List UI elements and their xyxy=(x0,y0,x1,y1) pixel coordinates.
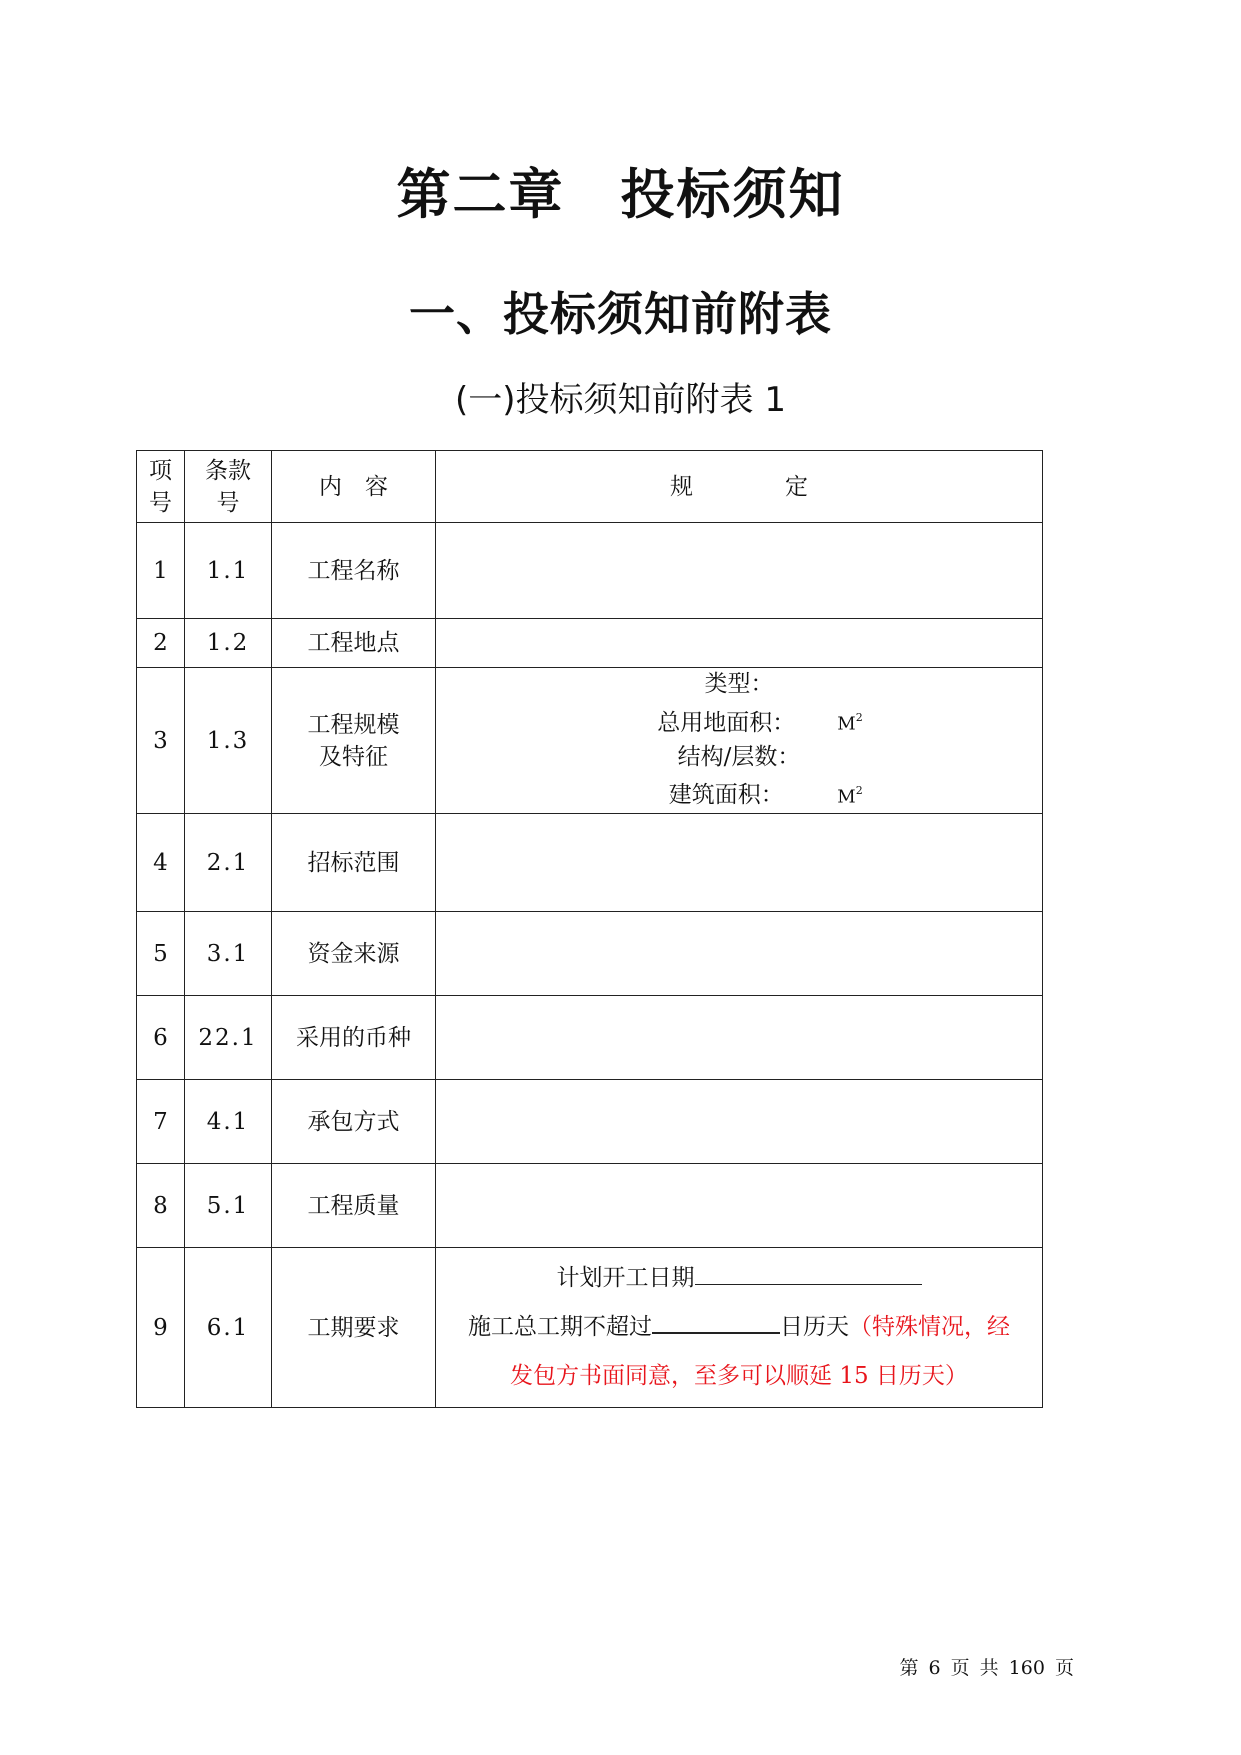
duration-blank xyxy=(652,1310,780,1334)
section-title: 一、投标须知前附表 xyxy=(409,287,832,341)
row-content: 承包方式 xyxy=(272,1080,436,1164)
note-part2: 发包方书面同意，至多可以顺延 15 日历天） xyxy=(510,1363,968,1390)
row-clause: 22.1 xyxy=(185,996,272,1080)
row-rule xyxy=(436,1164,1043,1248)
start-date-label: 计划开工日期 xyxy=(556,1265,695,1292)
table-row xyxy=(137,1164,1043,1248)
row-no: 2 xyxy=(137,619,185,668)
row-no: 3 xyxy=(137,668,185,814)
row-content: 采用的币种 xyxy=(272,996,436,1080)
table-row xyxy=(137,996,1043,1080)
header-no-line2: 号 xyxy=(149,489,172,516)
row-rule xyxy=(436,1248,1043,1408)
row-content: 工程名称 xyxy=(272,523,436,619)
row-clause: 3.1 xyxy=(185,912,272,996)
table-row xyxy=(137,1248,1043,1408)
row-clause: 1.1 xyxy=(185,523,272,619)
header-rule: 规 定 xyxy=(436,451,1043,523)
row-clause: 1.3 xyxy=(185,668,272,814)
appendix-table xyxy=(136,450,1043,1408)
land-area-label: 总用地面积： xyxy=(657,709,796,736)
row-rule xyxy=(436,668,1043,814)
building-area-label: 建筑面积： xyxy=(668,782,784,809)
start-date-line xyxy=(436,1254,1042,1303)
chapter-title: 第二章 投标须知 xyxy=(396,163,845,226)
table-row xyxy=(137,619,1043,668)
duration-line xyxy=(436,1303,1042,1352)
row-rule xyxy=(436,814,1043,912)
note-part1: （特殊情况，经 xyxy=(849,1314,1010,1341)
header-no-line1: 项 xyxy=(149,457,172,484)
row-no: 6 xyxy=(137,996,185,1080)
table-row xyxy=(137,668,1043,814)
table-row xyxy=(137,523,1043,619)
building-area-line xyxy=(436,774,1042,814)
structure-label: 结构/层数： xyxy=(677,743,801,770)
building-area-unit: M xyxy=(837,786,856,808)
land-area-unit-sup: 2 xyxy=(855,711,863,724)
row-rule xyxy=(436,619,1043,668)
row-content: 招标范围 xyxy=(272,814,436,912)
row-rule xyxy=(436,912,1043,996)
row-clause: 1.2 xyxy=(185,619,272,668)
row-no: 9 xyxy=(137,1248,185,1408)
row-content: 工期要求 xyxy=(272,1248,436,1408)
header-clause-line1: 条款 xyxy=(205,457,251,484)
row-no: 8 xyxy=(137,1164,185,1248)
row-clause: 5.1 xyxy=(185,1164,272,1248)
table-header-row xyxy=(137,451,1043,523)
duration-prefix: 施工总工期不超过 xyxy=(468,1314,652,1341)
row-no: 4 xyxy=(137,814,185,912)
start-date-blank xyxy=(695,1262,922,1285)
row-no: 5 xyxy=(137,912,185,996)
header-content: 内 容 xyxy=(272,451,436,523)
row-clause: 2.1 xyxy=(185,814,272,912)
row-no: 1 xyxy=(137,523,185,619)
table-row xyxy=(137,814,1043,912)
row-rule xyxy=(436,523,1043,619)
row-rule xyxy=(436,1080,1043,1164)
row-content: 工程质量 xyxy=(272,1164,436,1248)
header-no xyxy=(137,451,185,523)
row-content: 工程地点 xyxy=(272,619,436,668)
type-label: 类型： xyxy=(704,671,774,697)
land-area-unit: M xyxy=(837,713,856,735)
page-number-footer: 第 6 页 共 160 页 xyxy=(899,1657,1074,1679)
row-content xyxy=(272,668,436,814)
row-content: 资金来源 xyxy=(272,912,436,996)
row-content-line1: 工程规模 xyxy=(307,711,400,738)
duration-suffix: 日历天 xyxy=(780,1314,849,1341)
building-area-unit-sup: 2 xyxy=(855,783,863,797)
table-row xyxy=(137,912,1043,996)
row-rule xyxy=(436,996,1043,1080)
land-area-line xyxy=(436,701,1042,741)
row-no: 7 xyxy=(137,1080,185,1164)
header-clause-line2: 号 xyxy=(216,489,240,516)
row-content-line2: 及特征 xyxy=(319,743,388,770)
row-clause: 6.1 xyxy=(185,1248,272,1408)
header-clause xyxy=(185,451,272,523)
subsection-title: (一)投标须知前附表 1 xyxy=(455,380,786,420)
table-row xyxy=(137,1080,1043,1164)
row-clause: 4.1 xyxy=(185,1080,272,1164)
